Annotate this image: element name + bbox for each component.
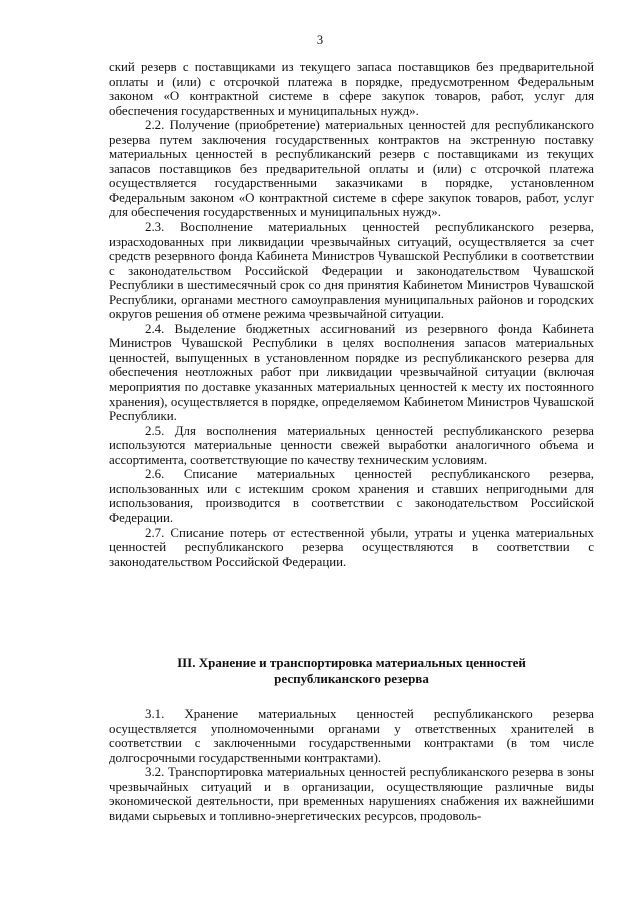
paragraph-2-4: 2.4. Выделение бюджетных ассигнований из резервного фонда Кабинета Министров Чувашской Республики в целях восполнения запасов материальных ценностей, выпущенных в установленном порядке из республиканского резерва для обеспечения неотложных работ при ликвидации чрезвычайной ситуации (включая мероприятия по доставке указанных материальных ценностей к месту их постоянного хранения), осуществляется в порядке, определяемом Кабинетом Министров Чувашской Республики. [109, 321, 594, 424]
paragraph-3-2: 3.2. Транспортировка материальных ценностей республиканского резерва в зоны чрезвычайных ситуаций и в организации, осуществляющие различные виды экономической деятельности, при временных нарушениях снабжения их важнейшими видами сырьевых и топливно-энергетических ресурсов, продоволь- [109, 765, 594, 823]
page-number: 3 [316, 33, 324, 47]
paragraph-2-2: 2.2. Получение (приобретение) материальных ценностей для республиканского резерва путем заключения государственных контрактов на экстренную поставку материальных ценностей в республиканский резерв с поставщиками из текущих запасов поставщиков без предварительной оплаты и (или) с отсрочкой платежа осуществляется государственными заказчиками в порядке, установленном Федеральным законом «О контрактной системе в сфере закупок товаров, работ, услуг для обеспечения государственных и муниципальных нужд». [109, 118, 594, 220]
paragraph-2-5: 2.5. Для восполнения материальных ценностей республиканского резерва используются материальные ценности свежей выработки аналогичного объема и ассортимента, соответствующие по качеству техническим условиям. [109, 423, 594, 467]
paragraph-2-7: 2.7. Списание потерь от естественной убыли, утраты и уценка материальных ценностей республиканского резерва осуществляются в соответствии с законодательством Российской Федерации. [109, 525, 594, 569]
paragraph-3-1: 3.1. Хранение материальных ценностей республиканского резерва осуществляется уполномоченными органами у ответственных хранителей в соответствии с заключенными государственными контрактами (в том числе долгосрочными государственными контрактами). [109, 707, 594, 765]
section-heading [109, 655, 594, 687]
paragraph-continuation: ский резерв с поставщиками из текущего запаса поставщиков без предварительной оплаты и (или) с отсрочкой платежа в порядке, предусмотренном Федеральным законом «О контрактной системе в сфере закупок товаров, работ, услуг для обеспечения государственных и муниципальных нужд». [109, 60, 594, 118]
text-block-bottom [109, 707, 594, 823]
section-heading-line-1: III. Хранение и транспортировка материальных ценностей [177, 655, 526, 670]
text-block-top [109, 60, 594, 569]
paragraph-2-6: 2.6. Списание материальных ценностей республиканского резерва, использованных или с истекшим сроком хранения и ставших непригодными для использования, производится в соответствии с законодательством Российской Федерации. [109, 467, 594, 525]
paragraph-2-3: 2.3. Восполнение материальных ценностей республиканского резерва, израсходованных при ликвидации чрезвычайных ситуаций, осуществляется за счет средств резервного фонда Кабинета Министров Чувашской Республики в соответствии с законодательством Российской Федерации и законодательством Чувашской Республики в шестимесячный срок со дня принятия Кабинетом Министров Чувашской Республики, органами местного самоуправления муниципальных районов и городских округов решения об отмене режима чрезвычайной ситуации. [109, 220, 594, 322]
section-heading-line-2: республиканского резерва [274, 671, 429, 686]
